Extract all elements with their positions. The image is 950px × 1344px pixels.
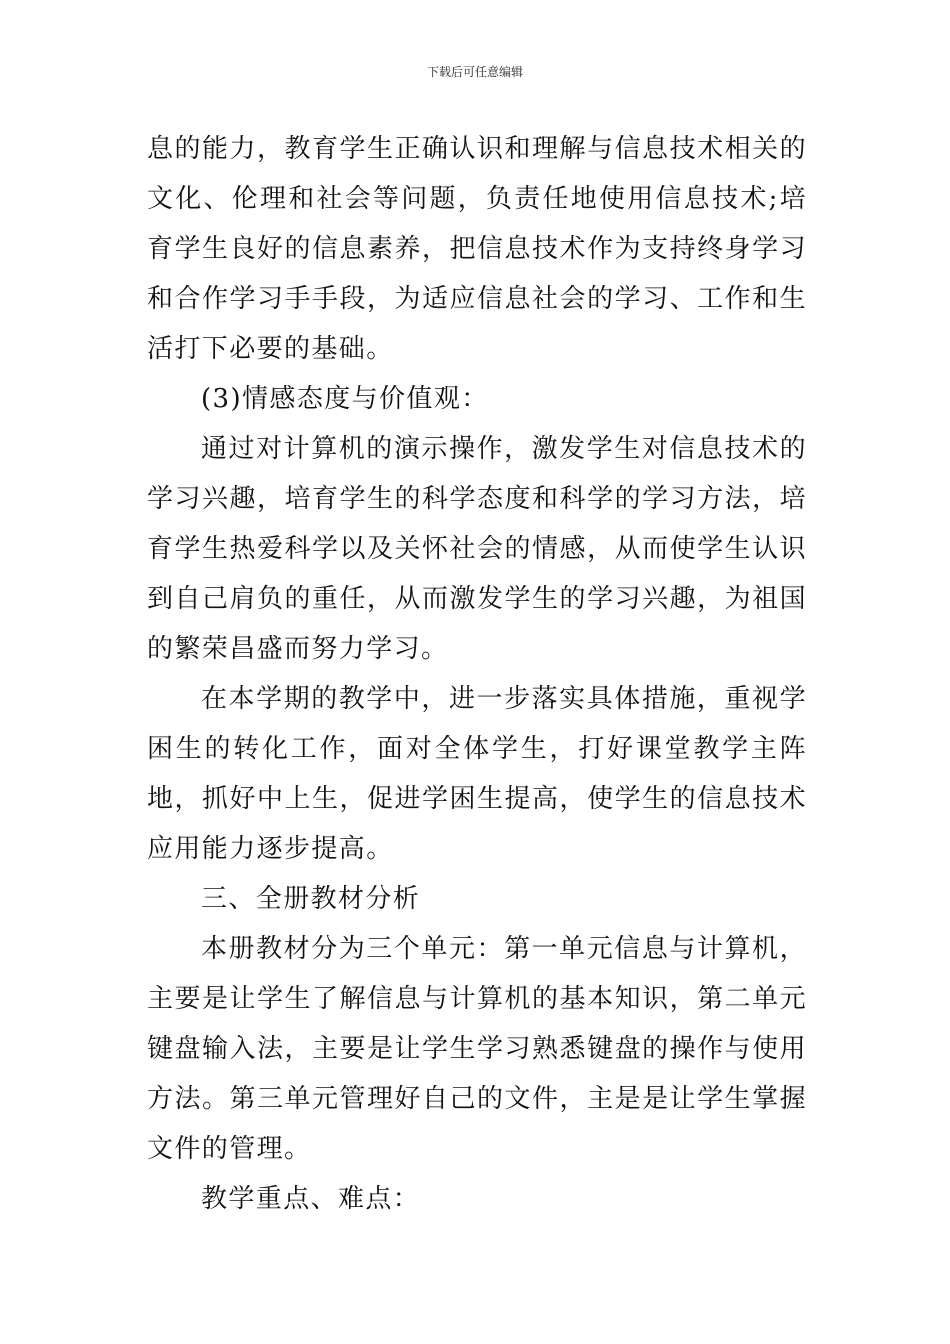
paragraph-semester-measures: 在本学期的教学中，进一步落实具体措施，重视学困生的转化工作，面对全体学生，打好课堂教学主阵地，抓好中上生，促进学困生提高，使学生的信息技术应用能力逐步提高。: [147, 684, 807, 864]
paragraph-textbook-units: 本册教材分为三个单元：第一单元信息与计算机，主要是让学生了解信息与计算机的基本知识，第二单元键盘输入法，主要是让学生学习熟悉键盘的操作与使用方法。第三单元管理好自己的文件，主是是让学生掌握文件的管理。: [147, 934, 807, 1164]
paragraph-attitude-goals: 通过对计算机的演示操作，激发学生对信息技术的学习兴趣，培育学生的科学态度和科学的学习方法，培育学生热爱科学以及关怀社会的情感，从而使学生认识到自己肩负的重任，从而激发学生的学习兴趣，为祖国的繁荣昌盛而努力学习。: [147, 434, 807, 664]
paragraph-subheading-key-points: 教学重点、难点：: [201, 1184, 421, 1214]
paragraph-subheading-attitude: (3)情感态度与价值观：: [201, 384, 489, 414]
document-body: [147, 124, 807, 1224]
paragraph-continuation: 息的能力，教育学生正确认识和理解与信息技术相关的文化、伦理和社会等问题，负责任地使用信息技术;培育学生良好的信息素养，把信息技术作为支持终身学习和合作学习手手段，为适应信息社会的学习、工作和生活打下必要的基础。: [147, 134, 807, 364]
section-heading-textbook-analysis: 三、全册教材分析: [201, 884, 421, 914]
page-header: 下载后可任意编辑: [426, 65, 523, 79]
